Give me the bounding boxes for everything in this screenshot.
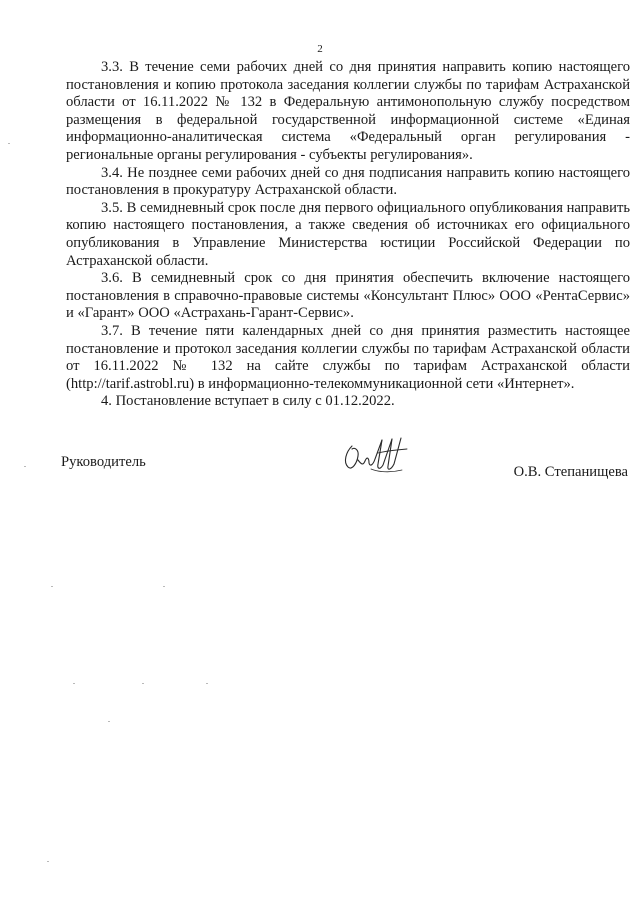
paragraph-3-3: 3.3. В течение семи рабочих дней со дня принятия направить копию настоящего постановления и копию протокола заседания коллегии службы по тарифам Астраханской области от 16.11.2022 № 132 в Федеральную антимонопольную службу посредством размещения в федеральной государственной информационной системе «Единая информационно-аналитическая система «Федеральный орган регулирования - региональные органы регулирования - субъекты регулирования». [66,59,630,163]
scan-speck [47,861,49,862]
paragraph-4: 4. Постановление вступает в силу с 01.12.2022. [101,393,395,410]
document-body [66,59,630,411]
scan-speck [24,466,26,467]
scan-speck [108,721,110,722]
handwritten-signature [338,436,414,476]
paragraph-3-4: 3.4. Не позднее семи рабочих дней со дня подписания направить копию настоящего постановления в прокуратуру Астраханской области. [66,164,630,199]
scan-speck [206,683,208,684]
scan-speck [163,586,165,587]
signatory-position: Руководитель [61,454,146,470]
paragraph-3-6: 3.6. В семидневный срок со дня принятия обеспечить включение настоящего постановления в справочно-правовые системы «Консультант Плюс» ООО «РентаСервис» и «Гарант» ООО «Астрахань-Гарант-Сервис». [66,270,630,322]
paragraph-3-7: 3.7. В течение пяти календарных дней со дня принятия разместить настоящее постановление и протокол заседания коллегии службы по тарифам Астраханской области от 16.11.2022 № 132 на сайте службы по тарифам Астраханской области (http://tarif.astrobl.ru) в информационно-телекоммуникационной сети «Интернет». [66,322,630,392]
signatory-name: О.В. Степанищева [513,464,628,480]
scan-speck [51,586,53,587]
scan-speck [73,683,75,684]
scan-speck [142,683,144,684]
paragraph-3-5: 3.5. В семидневный срок после дня первого официального опубликования направить копию настоящего постановления, а также сведения об источниках его официального опубликования в Управление Министерства юстиции Российской Федерации по Астраханской области. [66,199,630,269]
page-number: 2 [317,43,323,55]
scan-speck [8,143,10,144]
